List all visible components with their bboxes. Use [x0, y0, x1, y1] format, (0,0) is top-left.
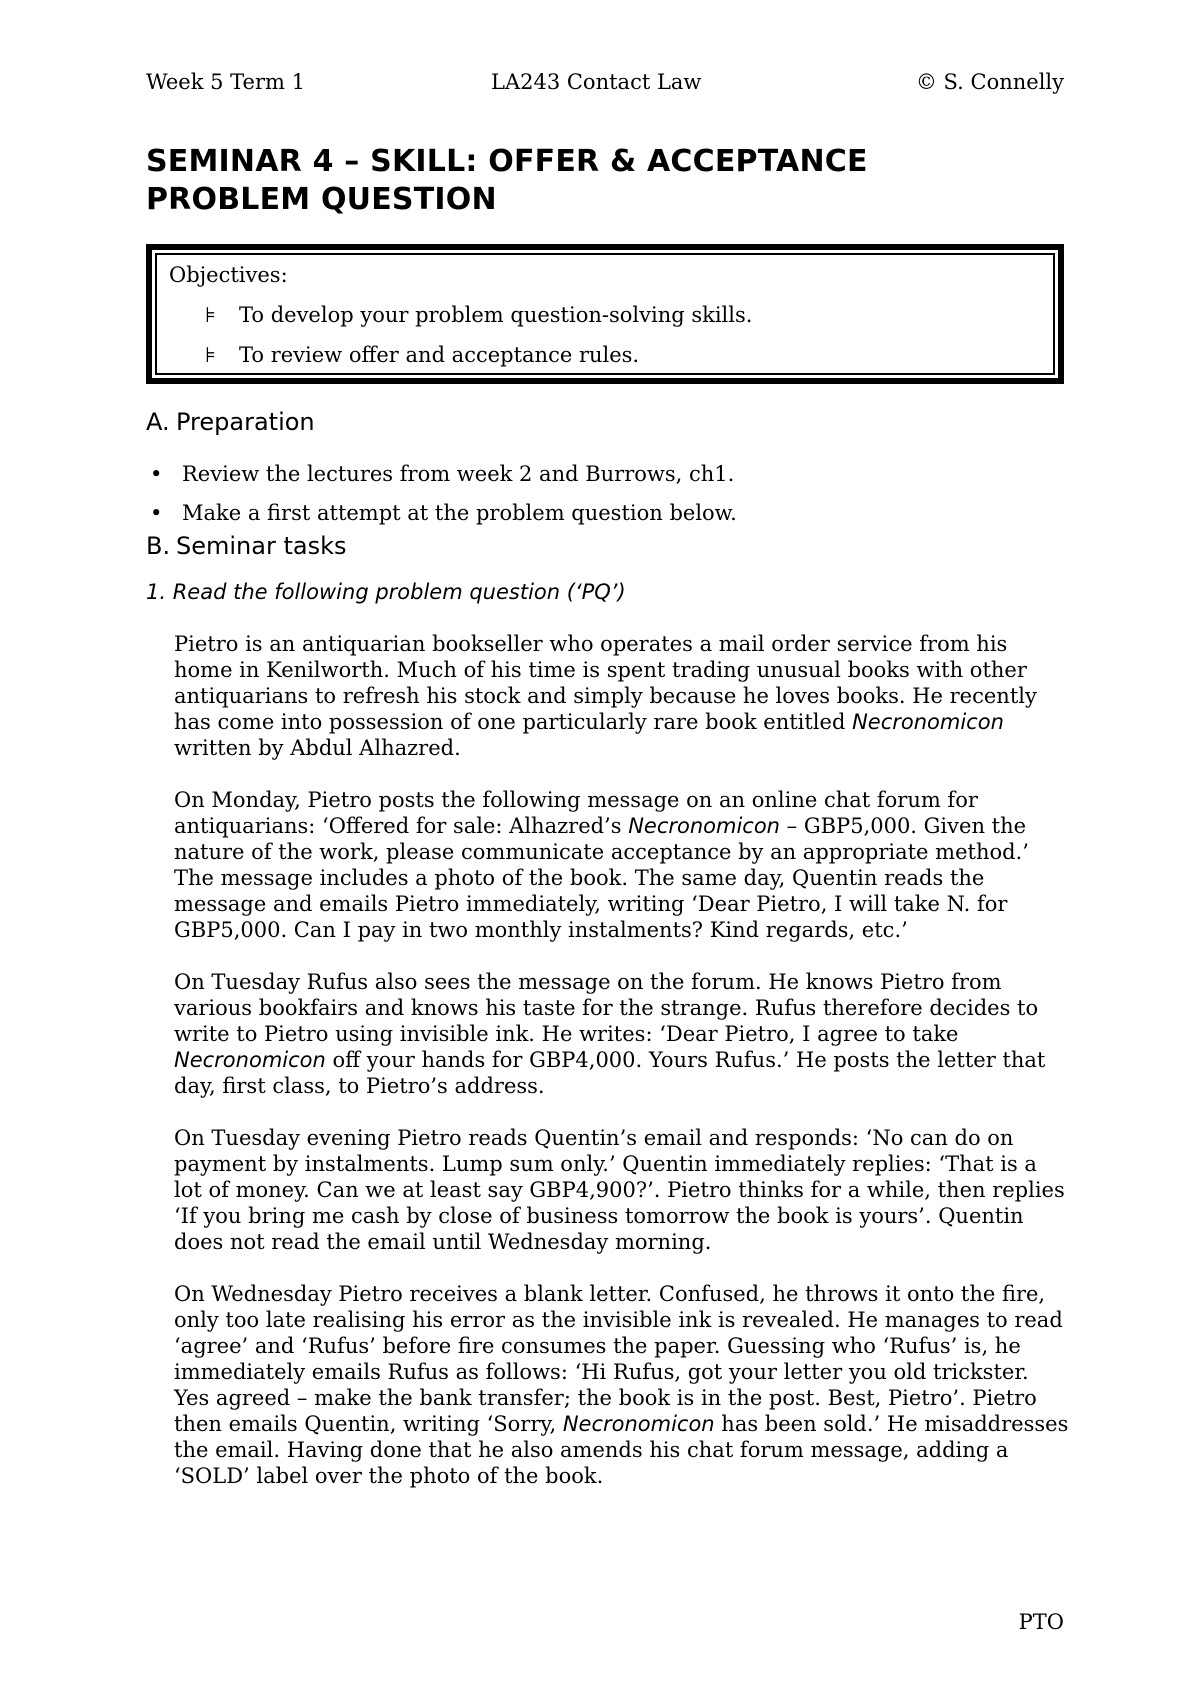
book-title: Necronomicon [562, 1412, 715, 1436]
section-title: Seminar tasks [176, 532, 347, 560]
pq-paragraph-4: On Tuesday evening Pietro reads Quentin’s email and responds: ‘No can do on payment by instalments. Lump sum only.’ Quentin immediately replies: ‘That is a lot of money. Can we at least say GBP4,900?’. Pietro thinks for a while, then replies ‘If you bring me cash by close of business tomorrow the book is yours’. Quentin does not read the email until Wednesday morning. [174, 1126, 1065, 1254]
bullet-icon: • [150, 462, 163, 486]
objective-text: To develop your problem question-solving skills. [239, 303, 753, 327]
header-copyright: © S. Connelly [915, 70, 1064, 94]
preparation-item [146, 455, 1064, 494]
section-number: A. [146, 408, 170, 436]
objective-text: To review offer and acceptance rules. [239, 343, 640, 367]
page-title [146, 143, 1064, 219]
pq-text: written by Abdul Alhazred. [174, 736, 461, 760]
header-week-term: Week 5 Term 1 [146, 70, 305, 94]
title-line-1: SEMINAR 4 – SKILL: OFFER & ACCEPTANCE [146, 144, 868, 179]
preparation-text: Make a first attempt at the problem question below. [182, 501, 737, 525]
book-title: Necronomicon [628, 814, 780, 838]
section-title: Preparation [176, 408, 315, 436]
pq-paragraph-2 [174, 787, 1070, 943]
preparation-text: Review the lectures from week 2 and Burrows, ch1. [182, 462, 735, 486]
book-title: Necronomicon [852, 710, 1004, 734]
page-header [146, 70, 1064, 100]
objectives-label: Objectives: [169, 263, 288, 287]
section-heading-seminar-tasks [146, 532, 346, 560]
objectives-box-inner [155, 253, 1055, 375]
problem-question [174, 631, 1070, 1515]
objective-item [169, 295, 1041, 335]
objective-bullet-icon: ⊧ [205, 343, 216, 367]
objective-item [169, 335, 1041, 375]
objectives-list [169, 295, 1041, 375]
bullet-icon: • [150, 501, 163, 525]
title-line-2: PROBLEM QUESTION [146, 182, 497, 217]
pq-text: has been sold.’ He misaddresses the email. Having done that he also amends his chat forum message, adding a ‘SOLD’ label over the photo of the book. [174, 1412, 1069, 1488]
pq-text: On Tuesday Rufus also sees the message on the forum. He knows Pietro from various bookfairs and knows his taste for the strange. Rufus therefore decides to write to Pietro using invisible ink. He writes: ‘Dear Pietro, I agree to take [174, 970, 1039, 1046]
book-title: Necronomicon [174, 1048, 326, 1072]
preparation-list [146, 455, 1064, 533]
section-number: B. [146, 532, 171, 560]
pq-paragraph-3 [174, 969, 1070, 1099]
section-heading-preparation [146, 408, 315, 436]
page-footer-pto: PTO [1018, 1610, 1064, 1634]
pq-paragraph-5 [174, 1281, 1070, 1489]
pq-text: – GBP5,000. Given the nature of the work, please communicate acceptance by an appropriate method.’ The message includes a photo of the book. The same day, Quentin reads the message and emails Pietro immediately, writing ‘Dear Pietro, I will take N. for GBP5,000. Can I pay in two monthly instalments? Kind regards, etc.’ [174, 814, 1029, 942]
header-course: LA243 Contact Law [491, 70, 702, 94]
pq-paragraph-1 [174, 631, 1070, 761]
pq-text: On Wednesday Pietro receives a blank letter. Confused, he throws it onto the fire, only too late realising his error as the invisible ink is revealed. He manages to read ‘agree’ and ‘Rufus’ before fire consumes the paper. Guessing who ‘Rufus’ is, he immediately emails Rufus as follows: ‘Hi Rufus, got your letter you old trickster. Yes agreed – make the bank transfer; the book is in the post. Best, Pietro’. Pietro then emails Quentin, writing ‘Sorry, [174, 1282, 1063, 1436]
task-1-heading: 1. Read the following problem question (‘PQ’) [146, 580, 626, 604]
preparation-item [146, 494, 1064, 533]
objectives-box [146, 244, 1064, 384]
pq-text: Pietro is an antiquarian bookseller who operates a mail order service from his home in Kenilworth. Much of his time is spent trading unusual books with other antiquarians to refresh his stock and simply because he loves books. He recently has come into possession of one particularly rare book entitled [174, 632, 1037, 734]
pq-text: off your hands for GBP4,000. Yours Rufus.’ He posts the letter that day, first class, to Pietro’s address. [174, 1048, 1046, 1098]
pq-text: On Monday, Pietro posts the following message on an online chat forum for antiquarians: ‘Offered for sale: Alhazred’s [174, 788, 978, 838]
objective-bullet-icon: ⊧ [205, 303, 216, 327]
